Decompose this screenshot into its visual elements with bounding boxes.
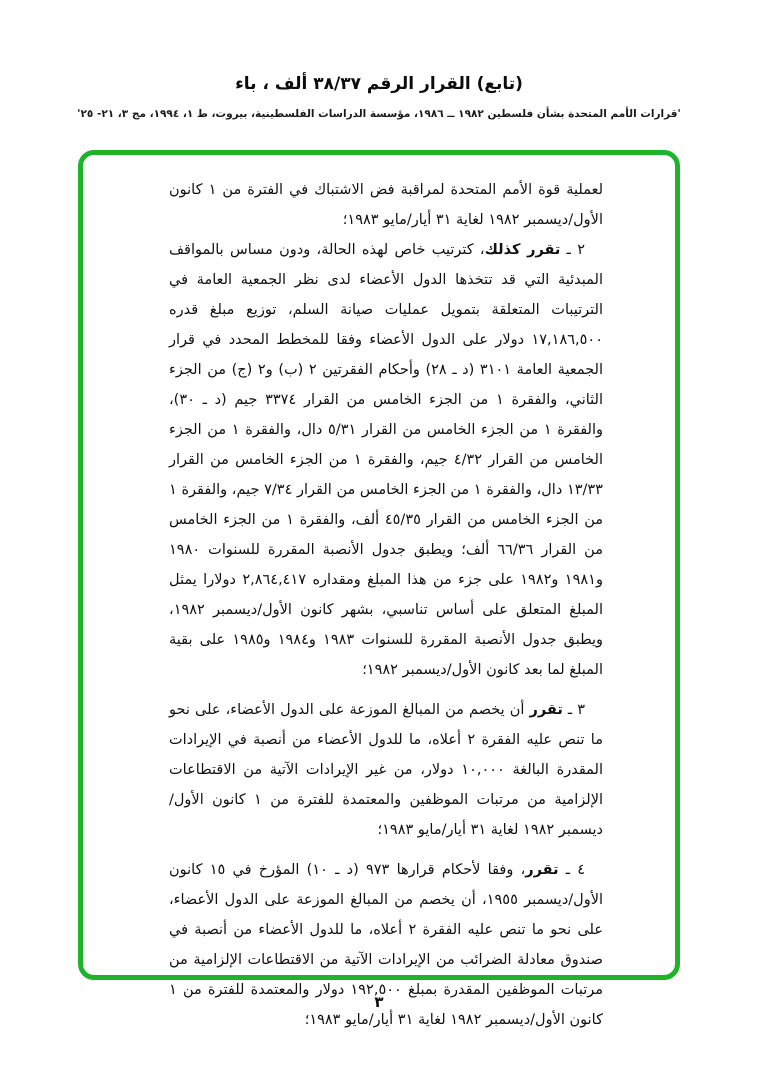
paragraph-2-keyword: تقرر كذلك [484,242,561,258]
paragraph-4-text: ، وفقا لأحكام قرارها ٩٧٣ (د ـ ١٠) المؤرخ في ١٥ كانون الأول/ديسمبر ١٩٥٥، أن يخصم من المبالغ الموزعة على الدول الأعضاء، على نحو ما تنص عليه الفقرة ٢ أعلاه، ما للدول الأعضاء من أنصبة في صندوق معادلة الضرائب من الإيرادات الآتية من الاقتطاعات الإلزامية من مرتبات الموظفين المقدرة بمبلغ ١٩٢,٥٠٠ دولار والمعتمدة للفترة من ١ كانون الأول/ديسمبر ١٩٨٢ لغاية ٣١ أيار/مايو ١٩٨٣؛ [169,862,603,1028]
page-number: ٣ [374,993,384,1011]
resolution-body-text [169,175,603,1035]
paragraph-continuation [169,175,603,235]
paragraph-4-keyword: تقرر [525,862,559,878]
green-frame [78,150,680,1028]
paragraph-2-text: ، كترتيب خاص لهذه الحالة، ودون مساس بالمواقف المبدئية التي قد تتخذها الدول الأعضاء لدى نظر الجمعية العامة في الترتيبات المتعلقة بتمويل عمليات صيانة السلم، توزيع مبلغ قدره ١٧,١٨٦,٥٠٠ دولار على الدول الأعضاء وفقا للمخطط المحدد في قرار الجمعية العامة ٣١٠١ (د ـ ٢٨) وأحكام الفقرتين ٢ (ب) و٢ (ج) من الجزء الثاني، والفقرة ١ من الجزء الخامس من القرار ٣٣٧٤ جيم (د ـ ٣٠)، والفقرة ١ من الجزء الخامس من القرار ٥/٣١ دال، والفقرة ١ من الجزء الخامس من القرار ٤/٣٢ جيم، والفقرة ١ من الجزء الخامس من القرار ١٣/٣٣ دال، والفقرة ١ من الجزء الخامس من القرار ٧/٣٤ جيم، والفقرة ١ من الجزء الخامس من القرار ٤٥/٣٥ ألف، والفقرة ١ من الجزء الخامس من القرار ٦٦/٣٦ ألف؛ ويطبق جدول الأنصبة المقررة للسنوات ١٩٨٠ و١٩٨١ و١٩٨٢ على جزء من هذا المبلغ ومقداره ٢,٨٦٤,٤١٧ دولارا يمثل المبلغ المتعلق على أساس تناسبي، بشهر كانون الأول/ديسمبر ١٩٨٢، ويطبق جدول الأنصبة المقررة للسنوات ١٩٨٣ و١٩٨٤ و١٩٨٥ على بقية المبلغ لما بعد كانون الأول/ديسمبر ١٩٨٢؛ [169,242,604,678]
paragraph-2 [169,235,603,685]
paragraph-4-number: ٤ ـ [558,862,586,878]
resolution-title: (تابع) القرار الرقم ٣٨/٣٧ ألف ، باء [235,74,523,94]
paragraph-2-number: ٢ ـ [560,242,585,258]
paragraph-3-keyword: تقرر [529,702,563,718]
paragraph-3 [169,695,603,845]
source-citation: 'قرارات الأمم المتحدة بشأن فلسطين ١٩٨٢ ــ ١٩٨٦، مؤسسة الدراسات الفلسطينية، بيروت، ط ١، ١٩٩٤، مج ٣، ٢١- ٢٥' [77,108,681,120]
paragraph-continuation-text: لعملية قوة الأمم المتحدة لمراقبة فض الاشتباك في الفترة من ١ كانون الأول/ديسمبر ١٩٨٢ لغاية ٣١ أيار/مايو ١٩٨٣؛ [169,182,603,228]
paragraph-3-number: ٣ ـ [562,702,585,718]
paragraph-3-text: أن يخصم من المبالغ الموزعة على الدول الأعضاء، على نحو ما تنص عليه الفقرة ٢ أعلاه، ما للدول الأعضاء من أنصبة في الإيرادات المقدرة البالغة ١٠,٠٠٠ دولار، من غير الإيرادات الآتية من الاقتطاعات الإلزامية من مرتبات الموظفين والمعتمدة للفترة من ١ كانون الأول/ديسمبر ١٩٨٢ لغاية ٣١ أيار/مايو ١٩٨٣؛ [169,702,604,838]
